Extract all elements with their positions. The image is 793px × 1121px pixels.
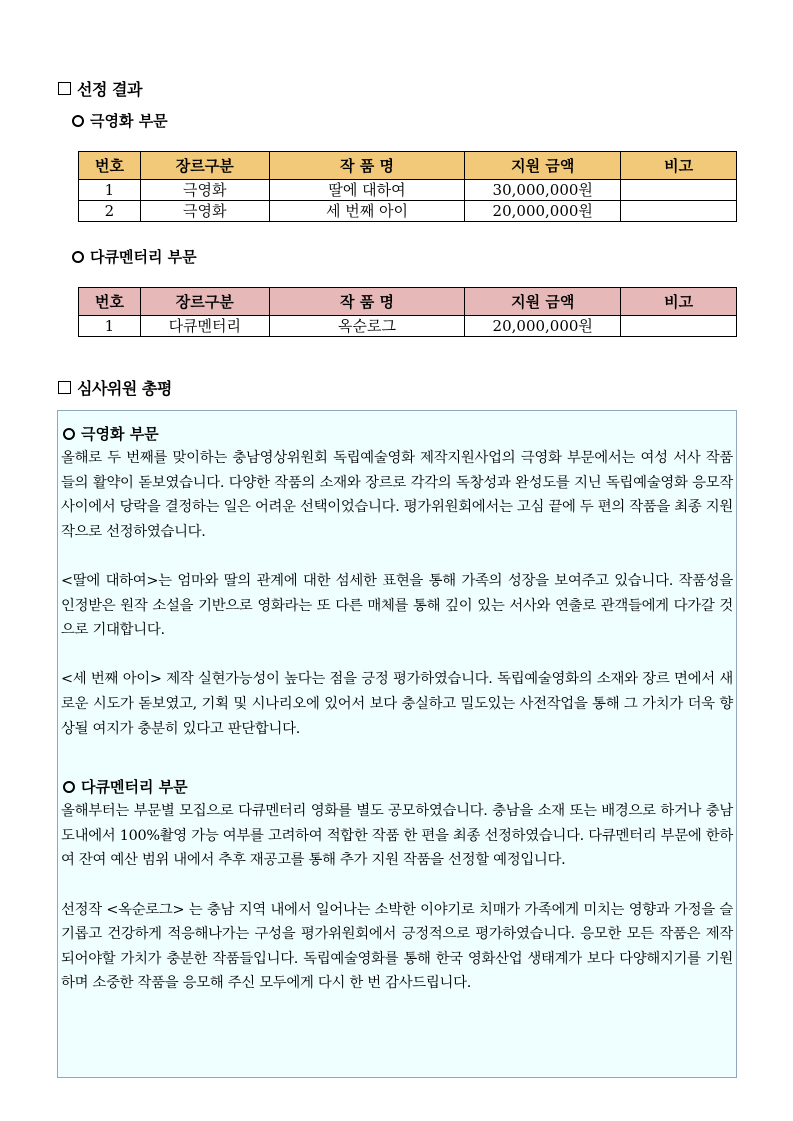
circle-bullet-icon [72,115,84,127]
cell-note [621,180,737,201]
square-bullet-icon [58,82,71,95]
review-documentary-title [61,774,733,799]
header-genre: 장르구분 [140,152,269,180]
header-amount: 지원 금액 [465,152,621,180]
cell-genre: 극영화 [140,201,269,222]
review-box [57,410,737,1078]
cell-amount: 20,000,000원 [465,316,621,337]
cell-genre: 다큐멘터리 [140,316,269,337]
cell-number: 2 [79,201,141,222]
section-title-result [58,77,142,100]
table-row [79,201,737,222]
header-title: 작 품 명 [269,152,465,180]
square-bullet-icon [58,381,71,394]
header-note: 비고 [621,152,737,180]
header-note: 비고 [621,288,737,316]
cell-note [621,316,737,337]
cell-number: 1 [79,316,141,337]
cell-title: 세 번째 아이 [269,201,465,222]
cell-note [621,201,737,222]
header-number: 번호 [79,288,141,316]
table-row [79,180,737,201]
section-title-text: 선정 결과 [77,80,142,99]
subsection-title: 극영화 부문 [90,112,168,130]
circle-bullet-icon [72,251,84,263]
cell-amount: 30,000,000원 [465,180,621,201]
feature-selection-table [78,151,737,222]
review-subtitle: 극영화 부문 [81,425,159,443]
review-paragraph: <딸에 대하여>는 엄마와 딸의 관계에 대한 섬세한 표현을 통해 가족의 성장을 보여주고 있습니다. 작품성을 인정받은 원작 소설을 기반으로 영화라는 또 다른 매체를 통해 깊이 있는 서사와 연출로 관객들에게 다가갈 것으로 기대합니다. [61,572,733,639]
header-amount: 지원 금액 [465,288,621,316]
review-paragraph: 올해부터는 부문별 모집으로 다큐멘터리 영화를 별도 공모하였습니다. 충남을 소재 또는 배경으로 하거나 충남 도내에서 100%촬영 가능 여부를 고려하여 적합한 작품 한 편을 최종 선정하였습니다. 다큐멘터리 부문에 한하여 잔여 예산 범위 내에서 추후 재공고를 통해 추가 지원 작품을 선정할 예정입니다. [61,803,733,869]
cell-title: 옥순로그 [269,316,465,337]
review-feature-title [61,421,733,446]
section-title-review [58,376,172,399]
subsection-feature [72,110,168,131]
cell-genre: 극영화 [140,180,269,201]
section-title-text: 심사위원 총평 [77,379,172,398]
table-header-row [79,288,737,316]
review-subtitle: 다큐멘터리 부문 [81,778,188,797]
cell-title: 딸에 대하여 [269,180,465,201]
review-paragraph: 올해로 두 번째를 맞이하는 충남영상위원회 독립예술영화 제작지원사업의 극영화 부문에서는 여성 서사 작품들의 활약이 돋보였습니다. 다양한 작품의 소재와 장르로 각각의 독창성과 완성도를 지닌 독립예술영화 응모작 사이에서 당락을 결정하는 일은 어려운 선택이었습니다. 평가위원회에서는 고심 끝에 두 편의 작품을 최종 지원 작으로 선정하였습니다. [61,450,733,540]
cell-amount: 20,000,000원 [465,201,621,222]
documentary-selection-table [78,287,737,337]
header-genre: 장르구분 [140,288,269,316]
review-paragraph: 선정작 <옥순로그> 는 충남 지역 내에서 일어나는 소박한 이야기로 치매가 가족에게 미치는 영향과 가정을 슬기롭고 건강하게 적응해나가는 구성을 평가위원회에서 긍정적으로 평가하였습니다. 응모한 모든 작품은 제작되어야할 가치가 충분한 작품들입니다. 독립예술영화를 통해 한국 영화산업 생태계가 보다 다양해지기를 기원하며 소중한 작품을 응모해 주신 모두에게 다시 한 번 감사드립니다. [61,901,733,992]
table-row [79,316,737,337]
subsection-documentary [72,246,197,267]
subsection-title: 다큐멘터리 부문 [90,248,197,266]
cell-number: 1 [79,180,141,201]
header-number: 번호 [79,152,141,180]
circle-bullet-icon [63,781,75,793]
header-title: 작 품 명 [269,288,465,316]
review-paragraph: <세 번째 아이> 제작 실현가능성이 높다는 점을 긍정 평가하였습니다. 독립예술영화의 소재와 장르 면에서 새로운 시도가 돋보였고, 기획 및 시나리오에 있어서 보다 충실하고 밀도있는 사전작업을 통해 그 가치가 더욱 향상될 여지가 충분히 있다고 판단합니다. [61,671,733,737]
circle-bullet-icon [63,428,75,440]
table-header-row [79,152,737,180]
